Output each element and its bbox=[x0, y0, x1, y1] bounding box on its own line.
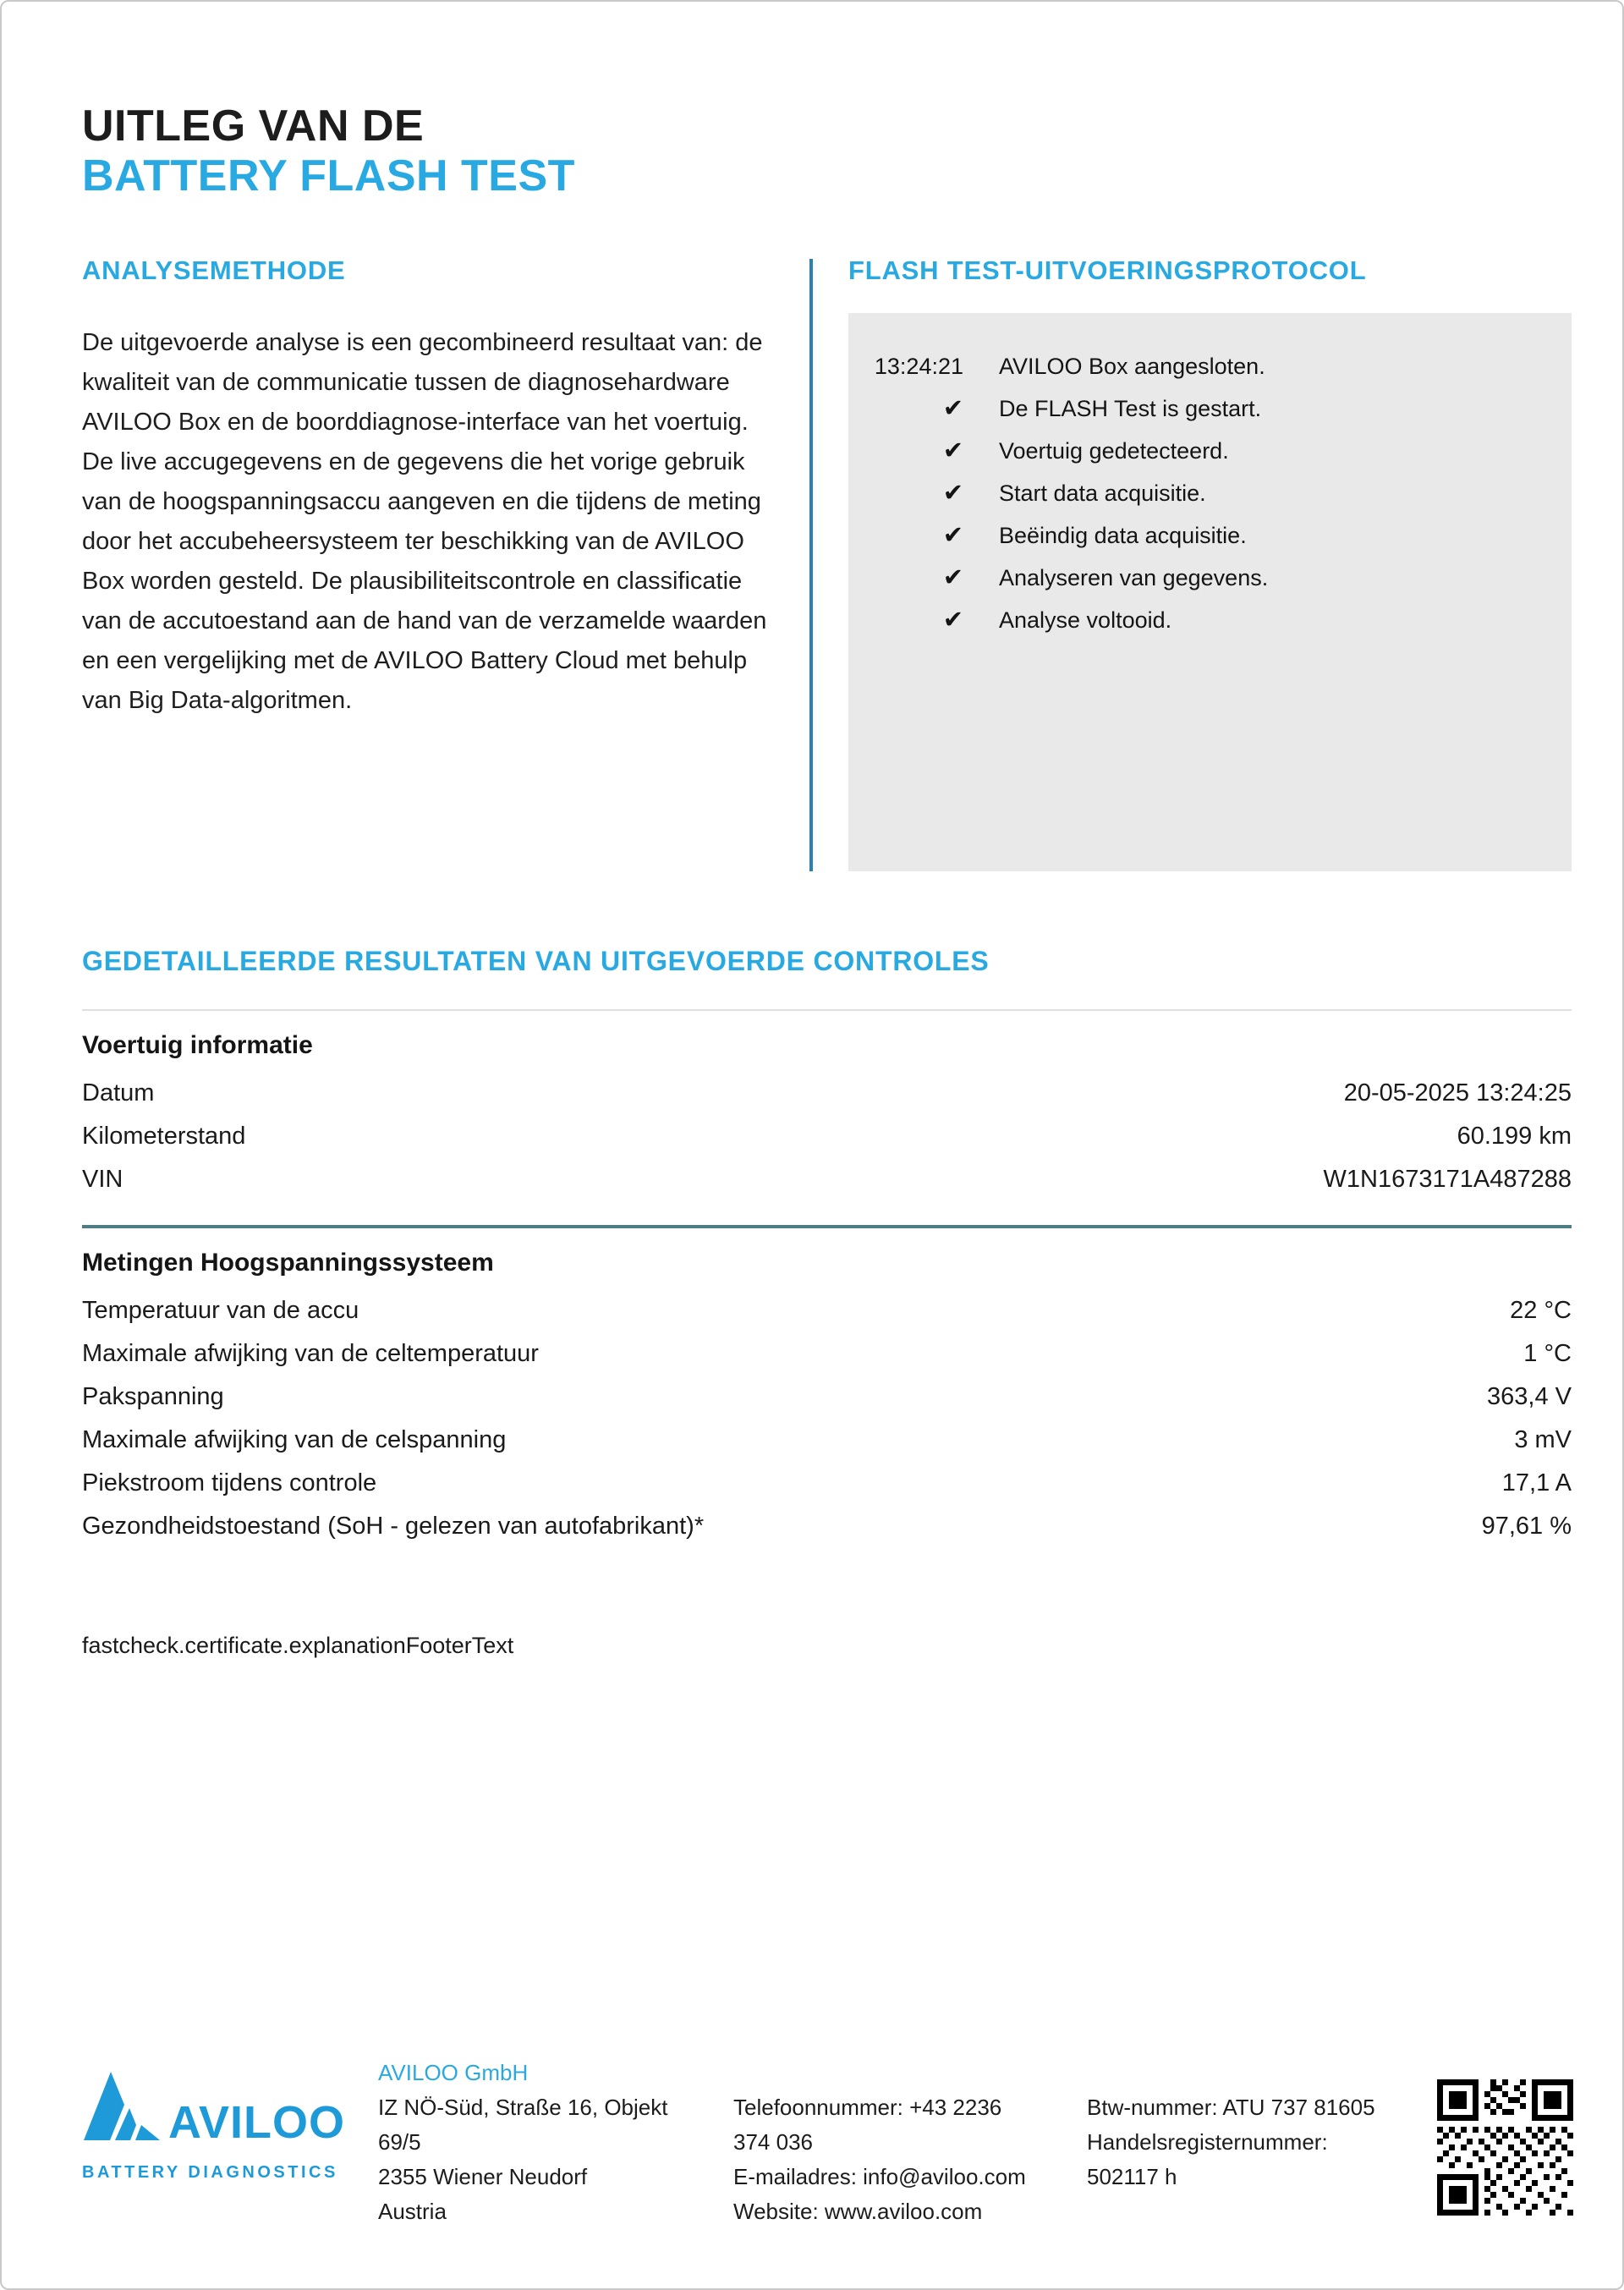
measurements-table bbox=[82, 1289, 1572, 1548]
protocol-column bbox=[848, 255, 1572, 871]
aviloo-logo bbox=[82, 2056, 358, 2183]
table-row bbox=[82, 1419, 1572, 1462]
two-column-section bbox=[82, 255, 1572, 871]
address-line: IZ NÖ-Süd, Straße 16, Objekt 69/5 bbox=[378, 2095, 668, 2155]
protocol-label: Beëindig data acquisitie. bbox=[999, 523, 1247, 548]
table-row bbox=[82, 1289, 1572, 1332]
analysis-body: De uitgevoerde analyse is een gecombineerd resultaat van: de kwaliteit van de communicatie tussen de diagnosehardware AVILOO Box en de boorddiagnose-interface van het voertuig. De live accugegevens en de gegevens die het vorige gebruik van de hoogspanningsaccu aangeven en die tijdens de meting door het accubeheersysteem ter beschikking van de AVILOO Box worden gesteld. De plausibiliteitscontrole en classificatie van de accutoestand aan de hand van de verzamelde waarden en een vergelijking met de AVILOO Battery Cloud met behulp van Big Data-algoritmen. bbox=[82, 329, 767, 714]
phone-line: Telefoonnummer: +43 2236 374 036 bbox=[733, 2095, 1002, 2155]
protocol-row bbox=[872, 396, 1555, 421]
protocol-row bbox=[872, 438, 1555, 464]
row-label: Maximale afwijking van de celspanning bbox=[82, 1426, 507, 1453]
protocol-row bbox=[872, 354, 1555, 379]
row-value: 1 °C bbox=[1523, 1340, 1572, 1367]
row-label: Pakspanning bbox=[82, 1383, 224, 1410]
check-icon: ✔ bbox=[942, 564, 963, 591]
measurements-heading: Metingen Hoogspanningssysteem bbox=[82, 1249, 494, 1277]
page-title-line2: BATTERY FLASH TEST bbox=[82, 151, 575, 200]
divider-teal bbox=[82, 1225, 1572, 1228]
address-line: Austria bbox=[378, 2199, 447, 2224]
row-value: 363,4 V bbox=[1487, 1383, 1572, 1410]
protocol-row bbox=[872, 607, 1555, 633]
protocol-row bbox=[872, 523, 1555, 548]
aviloo-tagline: BATTERY DIAGNOSTICS bbox=[82, 2163, 338, 2182]
divider-light bbox=[82, 1009, 1572, 1011]
page-footer bbox=[82, 2056, 1573, 2229]
qr-code bbox=[1437, 2079, 1573, 2216]
protocol-heading: FLASH TEST-UITVOERINGSPROTOCOL bbox=[848, 255, 1367, 285]
row-value: 97,61 % bbox=[1481, 1513, 1572, 1540]
column-divider bbox=[809, 259, 813, 871]
row-label: Kilometerstand bbox=[82, 1123, 246, 1150]
protocol-label: AVILOO Box aangesloten. bbox=[999, 354, 1265, 379]
row-value: 60.199 km bbox=[1457, 1123, 1572, 1150]
analysis-heading: ANALYSEMETHODE bbox=[82, 255, 346, 285]
check-icon: ✔ bbox=[942, 395, 963, 422]
check-icon: ✔ bbox=[942, 522, 963, 549]
row-label: Maximale afwijking van de celtemperatuur bbox=[82, 1340, 539, 1367]
row-value: W1N1673171A487288 bbox=[1323, 1166, 1572, 1193]
table-row bbox=[82, 1462, 1572, 1505]
table-row bbox=[82, 1115, 1572, 1158]
table-row bbox=[82, 1158, 1572, 1201]
results-heading: GEDETAILLEERDE RESULTATEN VAN UITGEVOERDE CONTROLES bbox=[82, 946, 990, 976]
row-label: Gezondheidstoestand (SoH - gelezen van autofabrikant)* bbox=[82, 1513, 705, 1540]
footer-address-column bbox=[378, 2056, 691, 2229]
row-value: 17,1 A bbox=[1501, 1469, 1572, 1496]
check-icon: ✔ bbox=[942, 480, 963, 507]
row-value: 3 mV bbox=[1514, 1426, 1572, 1453]
address-line: 2355 Wiener Neudorf bbox=[378, 2164, 588, 2189]
vat-line: Btw-nummer: ATU 737 81605 bbox=[1087, 2095, 1375, 2120]
protocol-box bbox=[848, 313, 1572, 871]
vehicle-info-heading: Voertuig informatie bbox=[82, 1031, 313, 1059]
explanation-footer-note: fastcheck.certificate.explanationFooterText bbox=[82, 1633, 514, 1658]
row-label: VIN bbox=[82, 1166, 123, 1193]
row-value: 20-05-2025 13:24:25 bbox=[1343, 1079, 1572, 1107]
protocol-row bbox=[872, 565, 1555, 590]
protocol-label: De FLASH Test is gestart. bbox=[999, 396, 1262, 421]
protocol-label: Analyseren van gegevens. bbox=[999, 565, 1269, 590]
protocol-label: Voertuig gedetecteerd. bbox=[999, 438, 1229, 464]
page-title bbox=[82, 102, 1572, 201]
analysis-column bbox=[82, 255, 786, 871]
protocol-row bbox=[872, 481, 1555, 506]
table-row bbox=[82, 1376, 1572, 1419]
row-label: Temperatuur van de accu bbox=[82, 1297, 359, 1324]
company-name: AVILOO GmbH bbox=[378, 2060, 529, 2085]
footer-registration-column bbox=[1087, 2056, 1383, 2194]
check-icon: ✔ bbox=[942, 437, 963, 464]
protocol-timestamp: 13:24:21 bbox=[874, 354, 963, 379]
protocol-label: Analyse voltooid. bbox=[999, 607, 1172, 633]
footer-contact-column bbox=[733, 2056, 1038, 2229]
table-row bbox=[82, 1505, 1572, 1548]
table-row bbox=[82, 1072, 1572, 1115]
page-title-line1: UITLEG VAN DE bbox=[82, 102, 425, 151]
register-line: Handelsregisternummer: 502117 h bbox=[1087, 2129, 1328, 2189]
aviloo-logo-mark-icon bbox=[82, 2069, 160, 2144]
email-line: E-mailadres: info@aviloo.com bbox=[733, 2164, 1026, 2189]
row-value: 22 °C bbox=[1510, 1297, 1572, 1324]
vehicle-info-table bbox=[82, 1072, 1572, 1201]
row-label: Datum bbox=[82, 1079, 155, 1107]
table-row bbox=[82, 1332, 1572, 1376]
website-line: Website: www.aviloo.com bbox=[733, 2199, 983, 2224]
aviloo-brand-text: AVILOO bbox=[168, 2097, 346, 2149]
check-icon: ✔ bbox=[942, 607, 963, 634]
row-label: Piekstroom tijdens controle bbox=[82, 1469, 377, 1496]
protocol-label: Start data acquisitie. bbox=[999, 481, 1206, 506]
